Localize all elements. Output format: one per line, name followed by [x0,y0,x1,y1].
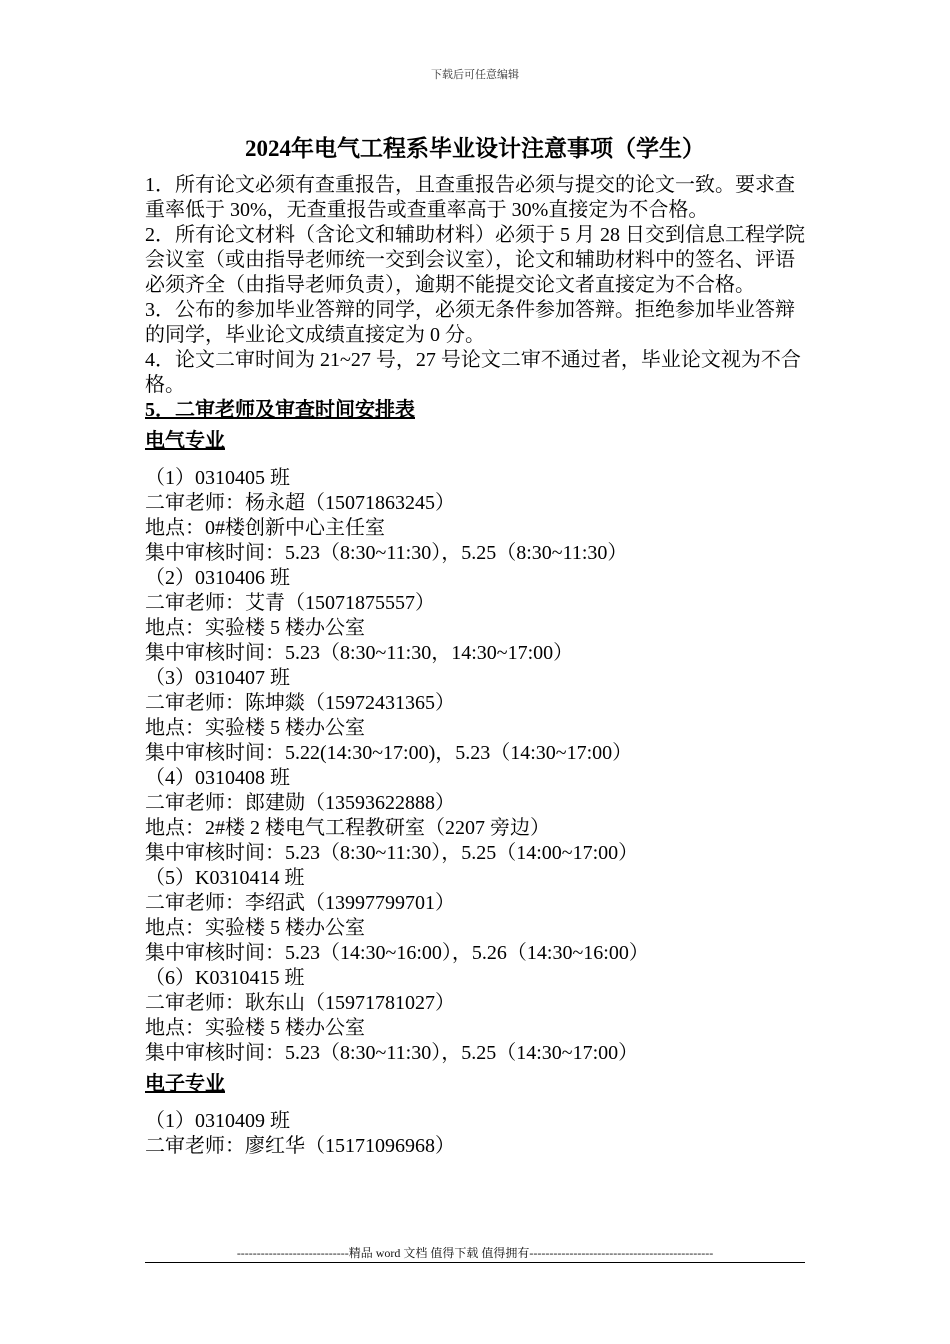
class-label: （4）0310408 班 [145,767,290,789]
class-review-time: 集中审核时间：5.23（8:30~11:30），5.25（8:30~11:30） [145,542,628,564]
notice-item-4: 4．论文二审时间为 21~27 号，27 号论文二审不通过者，毕业论文视为不合格。 [145,349,801,396]
class-reviewer: 二审老师：李绍武（13997799701） [145,892,455,914]
class-review-time: 集中审核时间：5.23（14:30~16:00），5.26（14:30~16:00） [145,942,649,964]
page-title: 2024年电气工程系毕业设计注意事项（学生） [245,136,705,161]
class-label: （5）K0310414 班 [145,867,305,889]
class-reviewer: 二审老师：耿东山（15971781027） [145,992,455,1014]
document-body [145,173,810,1159]
class-reviewer: 二审老师：艾青（15071875557） [145,592,435,614]
notice-item-1: 1．所有论文必须有查重报告，且查重报告必须与提交的论文一致。要求查重率低于 30%，无查重报告或查重率高于 30%直接定为不合格。 [145,174,795,221]
class-location: 地点：0#楼创新中心主任室 [145,517,385,539]
class-review-time: 集中审核时间：5.23（8:30~11:30，14:30~17:00） [145,642,574,664]
class-review-time: 集中审核时间：5.23（8:30~11:30），5.25（14:00~17:00） [145,842,639,864]
class-location: 地点：实验楼 5 楼办公室 [145,617,365,639]
class-block [145,1109,810,1159]
class-block [145,766,810,866]
class-location: 地点：实验楼 5 楼办公室 [145,1017,365,1039]
class-location: 地点：实验楼 5 楼办公室 [145,917,365,939]
class-block [145,866,810,966]
class-label: （3）0310407 班 [145,667,290,689]
class-block [145,666,810,766]
notice-item-2: 2．所有论文材料（含论文和辅助材料）必须于 5 月 28 日交到信息工程学院会议室（或由指导老师统一交到会议室），论文和辅助材料中的签名、评语必须齐全（由指导老师负责），逾期不能提交论文者直接定为不合格。 [145,224,805,296]
section-heading-reviewers: 5．二审老师及审查时间安排表 [145,399,415,421]
class-reviewer: 二审老师：廖红华（15171096968） [145,1135,455,1157]
class-reviewer: 二审老师：郎建勋（13593622888） [145,792,455,814]
major-heading-electrical: 电气专业 [145,430,225,452]
class-location: 地点：实验楼 5 楼办公室 [145,717,365,739]
notice-item-3: 3．公布的参加毕业答辩的同学，必须无条件参加答辩。拒绝参加毕业答辩的同学，毕业论文成绩直接定为 0 分。 [145,299,795,346]
class-label: （6）K0310415 班 [145,967,305,989]
footer-divider [145,1262,805,1263]
class-label: （2）0310406 班 [145,567,290,589]
class-reviewer: 二审老师：陈坤燚（15972431365） [145,692,455,714]
class-review-time: 集中审核时间：5.23（8:30~11:30），5.25（14:30~17:00） [145,1042,639,1064]
page-header-note: 下载后可任意编辑 [431,69,519,81]
class-block [145,966,810,1066]
class-block [145,566,810,666]
page-footer-note: ----------------------------精品 word 文档 值得下载 值得拥有---------------------------------------------- [236,1246,714,1260]
class-label: （1）0310405 班 [145,467,290,489]
major-heading-electronics: 电子专业 [145,1073,225,1095]
class-label: （1）0310409 班 [145,1110,290,1132]
class-location: 地点：2#楼 2 楼电气工程教研室（2207 旁边） [145,817,550,839]
class-reviewer: 二审老师：杨永超（15071863245） [145,492,455,514]
class-review-time: 集中审核时间：5.22(14:30~17:00)，5.23（14:30~17:00） [145,742,633,764]
class-block [145,466,810,566]
